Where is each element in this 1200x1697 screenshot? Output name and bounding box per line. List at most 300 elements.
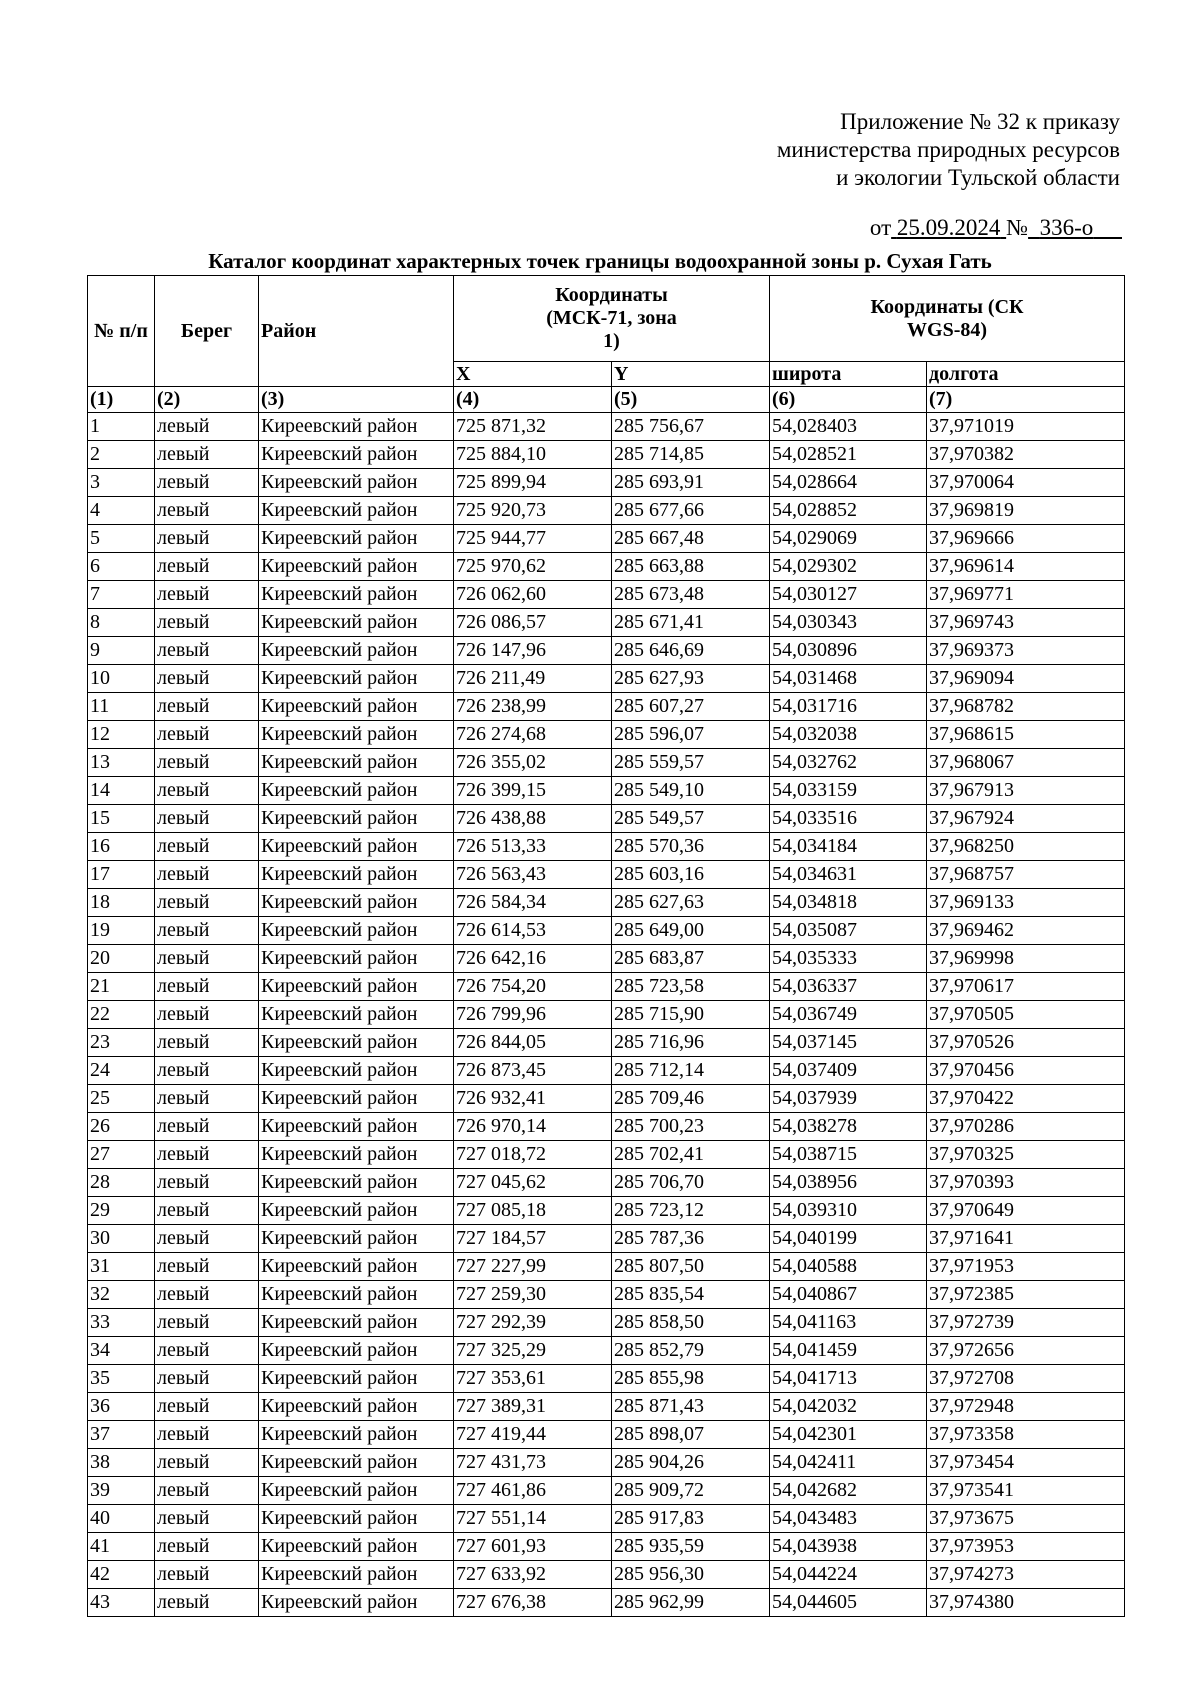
latitude: 54,028403 [770, 413, 927, 441]
latitude: 54,034631 [770, 861, 927, 889]
column-index: (6) [770, 387, 927, 413]
longitude: 37,972656 [927, 1337, 1125, 1365]
table-row [88, 1085, 1125, 1113]
latitude: 54,043483 [770, 1505, 927, 1533]
latitude: 54,034818 [770, 889, 927, 917]
x-coordinate: 727 325,29 [454, 1337, 612, 1365]
point-number: 15 [88, 805, 155, 833]
x-coordinate: 725 899,94 [454, 469, 612, 497]
bank: левый [155, 1281, 259, 1309]
bank: левый [155, 1029, 259, 1057]
longitude: 37,967913 [927, 777, 1125, 805]
latitude: 54,042411 [770, 1449, 927, 1477]
district: Киреевский район [259, 1393, 454, 1421]
column-index: (1) [88, 387, 155, 413]
longitude: 37,972708 [927, 1365, 1125, 1393]
district: Киреевский район [259, 777, 454, 805]
district: Киреевский район [259, 1029, 454, 1057]
district: Киреевский район [259, 749, 454, 777]
longitude: 37,969743 [927, 609, 1125, 637]
longitude: 37,968782 [927, 693, 1125, 721]
bank: левый [155, 1589, 259, 1617]
longitude: 37,969819 [927, 497, 1125, 525]
table-row [88, 721, 1125, 749]
district: Киреевский район [259, 1505, 454, 1533]
district: Киреевский район [259, 945, 454, 973]
table-row [88, 1589, 1125, 1617]
y-coordinate: 285 549,57 [612, 805, 770, 833]
point-number: 19 [88, 917, 155, 945]
x-coordinate: 725 944,77 [454, 525, 612, 553]
appendix-line-2: министерства природных ресурсов [776, 137, 1120, 162]
latitude: 54,028664 [770, 469, 927, 497]
table-row [88, 861, 1125, 889]
latitude: 54,040588 [770, 1253, 927, 1281]
district: Киреевский район [259, 497, 454, 525]
y-coordinate: 285 712,14 [612, 1057, 770, 1085]
district: Киреевский район [259, 861, 454, 889]
point-number: 28 [88, 1169, 155, 1197]
table-row [88, 441, 1125, 469]
bank: левый [155, 1057, 259, 1085]
table-row [88, 693, 1125, 721]
point-number: 31 [88, 1253, 155, 1281]
longitude: 37,974380 [927, 1589, 1125, 1617]
table-row [88, 1477, 1125, 1505]
point-number: 2 [88, 441, 155, 469]
bank: левый [155, 665, 259, 693]
header-y: Y [612, 362, 770, 387]
x-coordinate: 726 584,34 [454, 889, 612, 917]
appendix-header [777, 108, 1120, 192]
x-coordinate: 727 353,61 [454, 1365, 612, 1393]
x-coordinate: 727 085,18 [454, 1197, 612, 1225]
district: Киреевский район [259, 1169, 454, 1197]
bank: левый [155, 1337, 259, 1365]
longitude: 37,969666 [927, 525, 1125, 553]
latitude: 54,038278 [770, 1113, 927, 1141]
table-row [88, 889, 1125, 917]
point-number: 34 [88, 1337, 155, 1365]
y-coordinate: 285 627,93 [612, 665, 770, 693]
point-number: 16 [88, 833, 155, 861]
x-coordinate: 727 601,93 [454, 1533, 612, 1561]
point-number: 40 [88, 1505, 155, 1533]
table-row [88, 1561, 1125, 1589]
bank: левый [155, 1309, 259, 1337]
district: Киреевский район [259, 525, 454, 553]
point-number: 5 [88, 525, 155, 553]
date-prefix: от [869, 215, 892, 240]
table-row [88, 917, 1125, 945]
x-coordinate: 727 461,86 [454, 1477, 612, 1505]
x-coordinate: 727 633,92 [454, 1561, 612, 1589]
point-number: 13 [88, 749, 155, 777]
point-number: 24 [88, 1057, 155, 1085]
x-coordinate: 727 227,99 [454, 1253, 612, 1281]
point-number: 18 [88, 889, 155, 917]
y-coordinate: 285 646,69 [612, 637, 770, 665]
y-coordinate: 285 858,50 [612, 1309, 770, 1337]
bank: левый [155, 497, 259, 525]
longitude: 37,970422 [927, 1085, 1125, 1113]
longitude: 37,974273 [927, 1561, 1125, 1589]
latitude: 54,037145 [770, 1029, 927, 1057]
bank: левый [155, 469, 259, 497]
header-wgs84-coordinates: Координаты (СК WGS-84) [770, 276, 1125, 362]
table-row [88, 665, 1125, 693]
x-coordinate: 725 970,62 [454, 553, 612, 581]
table-row [88, 1029, 1125, 1057]
latitude: 54,037939 [770, 1085, 927, 1113]
header-bank: Берег [155, 276, 259, 387]
district: Киреевский район [259, 1561, 454, 1589]
point-number: 21 [88, 973, 155, 1001]
column-index: (5) [612, 387, 770, 413]
point-number: 3 [88, 469, 155, 497]
header-x: X [454, 362, 612, 387]
point-number: 39 [88, 1477, 155, 1505]
y-coordinate: 285 898,07 [612, 1421, 770, 1449]
y-coordinate: 285 627,63 [612, 889, 770, 917]
table-row [88, 945, 1125, 973]
point-number: 10 [88, 665, 155, 693]
y-coordinate: 285 835,54 [612, 1281, 770, 1309]
table-row [88, 973, 1125, 1001]
point-number: 6 [88, 553, 155, 581]
y-coordinate: 285 807,50 [612, 1253, 770, 1281]
bank: левый [155, 1393, 259, 1421]
latitude: 54,037409 [770, 1057, 927, 1085]
y-coordinate: 285 909,72 [612, 1477, 770, 1505]
longitude: 37,972739 [927, 1309, 1125, 1337]
latitude: 54,041713 [770, 1365, 927, 1393]
bank: левый [155, 1113, 259, 1141]
y-coordinate: 285 935,59 [612, 1533, 770, 1561]
latitude: 54,036749 [770, 1001, 927, 1029]
district: Киреевский район [259, 917, 454, 945]
bank: левый [155, 1421, 259, 1449]
latitude: 54,038715 [770, 1141, 927, 1169]
order-number: 336-о [1039, 215, 1094, 240]
x-coordinate: 726 062,60 [454, 581, 612, 609]
bank: левый [155, 1477, 259, 1505]
y-coordinate: 285 649,00 [612, 917, 770, 945]
bank: левый [155, 861, 259, 889]
x-coordinate: 726 844,05 [454, 1029, 612, 1057]
district: Киреевский район [259, 1253, 454, 1281]
longitude: 37,969998 [927, 945, 1125, 973]
point-number: 7 [88, 581, 155, 609]
latitude: 54,044605 [770, 1589, 927, 1617]
latitude: 54,044224 [770, 1561, 927, 1589]
longitude: 37,971641 [927, 1225, 1125, 1253]
order-date-line [870, 214, 1122, 242]
bank: левый [155, 833, 259, 861]
table-row [88, 1057, 1125, 1085]
district: Киреевский район [259, 1477, 454, 1505]
latitude: 54,033516 [770, 805, 927, 833]
x-coordinate: 727 431,73 [454, 1449, 612, 1477]
latitude: 54,040199 [770, 1225, 927, 1253]
y-coordinate: 285 700,23 [612, 1113, 770, 1141]
header-msk71-coordinates: Координаты (МСК-71, зона 1) [454, 276, 770, 362]
longitude: 37,973675 [927, 1505, 1125, 1533]
y-coordinate: 285 756,67 [612, 413, 770, 441]
table-row [88, 1309, 1125, 1337]
y-coordinate: 285 570,36 [612, 833, 770, 861]
x-coordinate: 726 614,53 [454, 917, 612, 945]
latitude: 54,040867 [770, 1281, 927, 1309]
x-coordinate: 725 871,32 [454, 413, 612, 441]
bank: левый [155, 777, 259, 805]
x-coordinate: 726 147,96 [454, 637, 612, 665]
bank: левый [155, 945, 259, 973]
bank: левый [155, 553, 259, 581]
bank: левый [155, 805, 259, 833]
bank: левый [155, 1561, 259, 1589]
longitude: 37,969771 [927, 581, 1125, 609]
table-row [88, 469, 1125, 497]
longitude: 37,969133 [927, 889, 1125, 917]
longitude: 37,968757 [927, 861, 1125, 889]
y-coordinate: 285 667,48 [612, 525, 770, 553]
longitude: 37,970505 [927, 1001, 1125, 1029]
latitude: 54,030896 [770, 637, 927, 665]
point-number: 37 [88, 1421, 155, 1449]
district: Киреевский район [259, 581, 454, 609]
x-coordinate: 726 399,15 [454, 777, 612, 805]
x-coordinate: 725 920,73 [454, 497, 612, 525]
x-coordinate: 726 513,33 [454, 833, 612, 861]
point-number: 20 [88, 945, 155, 973]
table-row [88, 777, 1125, 805]
point-number: 8 [88, 609, 155, 637]
x-coordinate: 727 389,31 [454, 1393, 612, 1421]
bank: левый [155, 1505, 259, 1533]
latitude: 54,029302 [770, 553, 927, 581]
bank: левый [155, 1001, 259, 1029]
district: Киреевский район [259, 553, 454, 581]
point-number: 23 [88, 1029, 155, 1057]
document-title: Каталог координат характерных точек границы водоохранной зоны р. Сухая Гать [208, 249, 992, 273]
district: Киреевский район [259, 1589, 454, 1617]
district: Киреевский район [259, 665, 454, 693]
bank: левый [155, 609, 259, 637]
table-row [88, 1533, 1125, 1561]
header-latitude: широта [770, 362, 927, 387]
x-coordinate: 725 884,10 [454, 441, 612, 469]
district: Киреевский район [259, 469, 454, 497]
longitude: 37,970286 [927, 1113, 1125, 1141]
bank: левый [155, 1449, 259, 1477]
column-index: (3) [259, 387, 454, 413]
x-coordinate: 726 873,45 [454, 1057, 612, 1085]
y-coordinate: 285 709,46 [612, 1085, 770, 1113]
longitude: 37,968067 [927, 749, 1125, 777]
point-number: 32 [88, 1281, 155, 1309]
longitude: 37,969614 [927, 553, 1125, 581]
longitude: 37,969462 [927, 917, 1125, 945]
table-row [88, 1365, 1125, 1393]
column-index: (4) [454, 387, 612, 413]
y-coordinate: 285 549,10 [612, 777, 770, 805]
x-coordinate: 726 563,43 [454, 861, 612, 889]
bank: левый [155, 693, 259, 721]
y-coordinate: 285 559,57 [612, 749, 770, 777]
y-coordinate: 285 677,66 [612, 497, 770, 525]
header-longitude: долгота [927, 362, 1125, 387]
latitude: 54,028521 [770, 441, 927, 469]
latitude: 54,042032 [770, 1393, 927, 1421]
bank: левый [155, 1533, 259, 1561]
point-number: 36 [88, 1393, 155, 1421]
point-number: 42 [88, 1561, 155, 1589]
point-number: 17 [88, 861, 155, 889]
table-row [88, 1393, 1125, 1421]
point-number: 35 [88, 1365, 155, 1393]
point-number: 33 [88, 1309, 155, 1337]
latitude: 54,042301 [770, 1421, 927, 1449]
district: Киреевский район [259, 1085, 454, 1113]
bank: левый [155, 1141, 259, 1169]
point-number: 43 [88, 1589, 155, 1617]
y-coordinate: 285 716,96 [612, 1029, 770, 1057]
y-coordinate: 285 852,79 [612, 1337, 770, 1365]
number-prefix: № [1006, 215, 1029, 240]
x-coordinate: 726 355,02 [454, 749, 612, 777]
bank: левый [155, 1085, 259, 1113]
district: Киреевский район [259, 413, 454, 441]
table-row [88, 609, 1125, 637]
district: Киреевский район [259, 805, 454, 833]
table-row [88, 1253, 1125, 1281]
point-number: 27 [88, 1141, 155, 1169]
x-coordinate: 727 292,39 [454, 1309, 612, 1337]
x-coordinate: 727 676,38 [454, 1589, 612, 1617]
point-number: 11 [88, 693, 155, 721]
y-coordinate: 285 702,41 [612, 1141, 770, 1169]
table-row [88, 1169, 1125, 1197]
table-row [88, 1505, 1125, 1533]
district: Киреевский район [259, 1449, 454, 1477]
latitude: 54,031468 [770, 665, 927, 693]
x-coordinate: 726 211,49 [454, 665, 612, 693]
bank: левый [155, 973, 259, 1001]
table-row [88, 749, 1125, 777]
table-row [88, 1141, 1125, 1169]
y-coordinate: 285 917,83 [612, 1505, 770, 1533]
district: Киреевский район [259, 1225, 454, 1253]
bank: левый [155, 637, 259, 665]
longitude: 37,969094 [927, 665, 1125, 693]
district: Киреевский район [259, 637, 454, 665]
district: Киреевский район [259, 1337, 454, 1365]
bank: левый [155, 1169, 259, 1197]
column-index: (7) [927, 387, 1125, 413]
longitude: 37,969373 [927, 637, 1125, 665]
y-coordinate: 285 663,88 [612, 553, 770, 581]
x-coordinate: 727 419,44 [454, 1421, 612, 1449]
table-row [88, 637, 1125, 665]
district: Киреевский район [259, 1141, 454, 1169]
latitude: 54,029069 [770, 525, 927, 553]
latitude: 54,030127 [770, 581, 927, 609]
x-coordinate: 726 932,41 [454, 1085, 612, 1113]
x-coordinate: 727 184,57 [454, 1225, 612, 1253]
district: Киреевский район [259, 441, 454, 469]
x-coordinate: 727 259,30 [454, 1281, 612, 1309]
longitude: 37,970393 [927, 1169, 1125, 1197]
column-index: (2) [155, 387, 259, 413]
bank: левый [155, 413, 259, 441]
table-row [88, 805, 1125, 833]
x-coordinate: 726 799,96 [454, 1001, 612, 1029]
latitude: 54,035333 [770, 945, 927, 973]
longitude: 37,970617 [927, 973, 1125, 1001]
table-row [88, 1197, 1125, 1225]
longitude: 37,970382 [927, 441, 1125, 469]
point-number: 29 [88, 1197, 155, 1225]
y-coordinate: 285 723,58 [612, 973, 770, 1001]
latitude: 54,038956 [770, 1169, 927, 1197]
district: Киреевский район [259, 1421, 454, 1449]
latitude: 54,032762 [770, 749, 927, 777]
point-number: 25 [88, 1085, 155, 1113]
point-number: 9 [88, 637, 155, 665]
table-row [88, 1421, 1125, 1449]
bank: левый [155, 525, 259, 553]
latitude: 54,034184 [770, 833, 927, 861]
bank: левый [155, 721, 259, 749]
longitude: 37,970325 [927, 1141, 1125, 1169]
longitude: 37,972948 [927, 1393, 1125, 1421]
bank: левый [155, 1197, 259, 1225]
table-row [88, 1449, 1125, 1477]
longitude: 37,971953 [927, 1253, 1125, 1281]
longitude: 37,970526 [927, 1029, 1125, 1057]
x-coordinate: 726 754,20 [454, 973, 612, 1001]
table-row [88, 553, 1125, 581]
latitude: 54,035087 [770, 917, 927, 945]
longitude: 37,973541 [927, 1477, 1125, 1505]
point-number: 38 [88, 1449, 155, 1477]
y-coordinate: 285 683,87 [612, 945, 770, 973]
x-coordinate: 726 970,14 [454, 1113, 612, 1141]
bank: левый [155, 581, 259, 609]
longitude: 37,967924 [927, 805, 1125, 833]
district: Киреевский район [259, 1533, 454, 1561]
longitude: 37,968250 [927, 833, 1125, 861]
table-row [88, 1001, 1125, 1029]
longitude: 37,968615 [927, 721, 1125, 749]
latitude: 54,032038 [770, 721, 927, 749]
x-coordinate: 726 642,16 [454, 945, 612, 973]
latitude: 54,042682 [770, 1477, 927, 1505]
table-row [88, 1225, 1125, 1253]
district: Киреевский район [259, 721, 454, 749]
district: Киреевский район [259, 1057, 454, 1085]
point-number: 22 [88, 1001, 155, 1029]
latitude: 54,041459 [770, 1337, 927, 1365]
longitude: 37,973358 [927, 1421, 1125, 1449]
point-number: 12 [88, 721, 155, 749]
table-row [88, 497, 1125, 525]
point-number: 14 [88, 777, 155, 805]
table-row [88, 581, 1125, 609]
longitude: 37,970456 [927, 1057, 1125, 1085]
x-coordinate: 727 551,14 [454, 1505, 612, 1533]
